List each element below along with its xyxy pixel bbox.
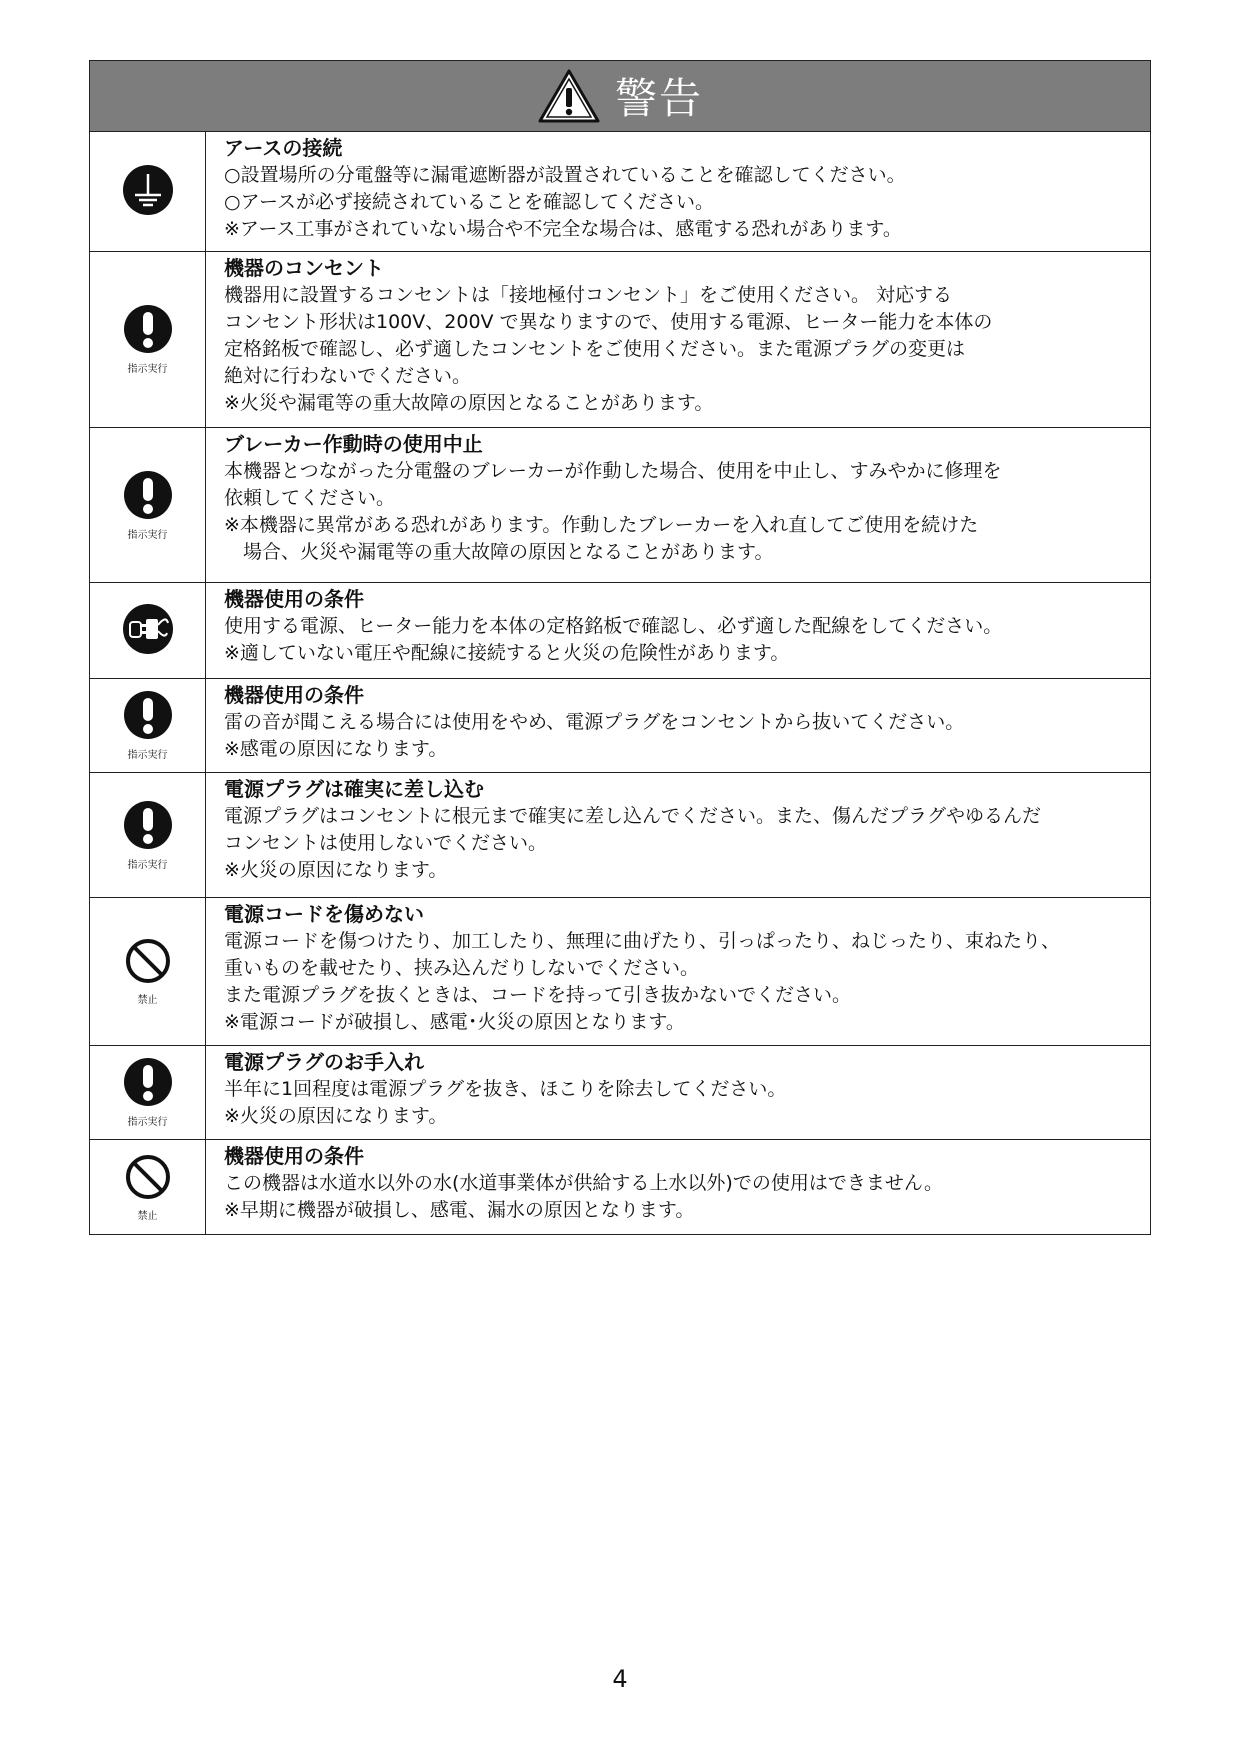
- row-title: 機器使用の条件: [224, 587, 364, 611]
- exclamation-icon: [123, 1057, 173, 1111]
- row-text-line: 重いものを載せたり、挟み込んだりしないでください。: [224, 957, 700, 979]
- row-icon-cell: [90, 583, 206, 678]
- icon-label: 指示実行: [127, 1117, 168, 1128]
- warning-row: [90, 428, 1150, 583]
- earth-ground-icon: [122, 164, 174, 220]
- row-text-cell: [206, 252, 1150, 427]
- exclamation-icon: [123, 800, 173, 854]
- row-title: 機器使用の条件: [224, 1144, 364, 1168]
- row-icon-cell: [90, 1046, 206, 1139]
- row-title: 電源コードを傷めない: [224, 902, 424, 926]
- warning-row: [90, 898, 1150, 1046]
- warning-row: [90, 679, 1150, 773]
- prohibited-icon: [124, 1153, 172, 1205]
- icon-label: 禁止: [137, 995, 158, 1006]
- row-icon-cell: [90, 773, 206, 897]
- row-text-line: 半年に1回程度は電源プラグを抜き、ほこりを除去してください。: [224, 1078, 787, 1100]
- warning-rows: [90, 132, 1150, 1234]
- row-icon-cell: [90, 679, 206, 772]
- row-text-line: コンセントは使用しないでください。: [224, 832, 548, 854]
- warning-row: [90, 1046, 1150, 1140]
- warning-table: [89, 60, 1151, 1235]
- warning-header: [90, 61, 1150, 132]
- row-text-cell: [206, 773, 1150, 897]
- row-text-line: ※本機器に異常がある恐れがあります。作動したブレーカーを入れ直してご使用を続けた: [224, 514, 979, 536]
- row-title: 電源プラグのお手入れ: [224, 1050, 424, 1074]
- row-text-line: 本機器とつながった分電盤のブレーカーが作動した場合、使用を中止し、すみやかに修理を: [224, 460, 1002, 482]
- warning-row: [90, 1140, 1150, 1234]
- warning-row: [90, 132, 1150, 252]
- exclamation-icon: [123, 690, 173, 744]
- row-text-line: ※適していない電圧や配線に接続すると火災の危険性があります。: [224, 642, 790, 664]
- exclamation-icon: [123, 470, 173, 524]
- unplug-icon: [122, 603, 174, 659]
- row-text-line: ※感電の原因になります。: [224, 738, 448, 760]
- row-text-cell: [206, 1046, 1150, 1139]
- page-number: 4: [612, 1665, 628, 1693]
- row-icon-cell: [90, 428, 206, 582]
- row-text-line: 絶対に行わないでください。: [224, 365, 472, 387]
- row-text-cell: [206, 583, 1150, 678]
- icon-label: 指示実行: [127, 750, 168, 761]
- row-text-cell: [206, 1140, 1150, 1234]
- warning-triangle-icon: [537, 68, 601, 124]
- row-title: 機器のコンセント: [224, 256, 384, 280]
- row-text-line: ○設置場所の分電盤等に漏電遮断器が設置されていることを確認してください。: [224, 164, 906, 186]
- row-icon-cell: [90, 252, 206, 427]
- row-text-line: ※早期に機器が破損し、感電、漏水の原因となります。: [224, 1199, 695, 1221]
- row-text-line: 電源プラグはコンセントに根元まで確実に差し込んでください。また、傷んだプラグやゆるんだ: [224, 805, 1042, 827]
- warning-row: [90, 773, 1150, 898]
- icon-label: 指示実行: [127, 529, 168, 541]
- row-title: 機器使用の条件: [224, 683, 364, 707]
- row-text-line: 電源コードを傷つけたり、加工したり、無理に曲げたり、引っぱったり、ねじったり、束ねたり、: [224, 930, 1061, 952]
- row-text-cell: [206, 428, 1150, 582]
- row-text-cell: [206, 679, 1150, 772]
- row-text-line: この機器は水道水以外の水(水道事業体が供給する上水以外)での使用はできません。: [224, 1172, 943, 1194]
- exclamation-icon: [123, 304, 173, 358]
- row-text-line: 機器用に設置するコンセントは「接地極付コンセント」をご使用ください。 対応する: [224, 284, 953, 306]
- row-icon-cell: [90, 132, 206, 251]
- row-icon-cell: [90, 1140, 206, 1234]
- warning-title: 警告: [614, 74, 703, 123]
- row-title: 電源プラグは確実に差し込む: [224, 777, 484, 801]
- row-text-line: 定格銘板で確認し、必ず適したコンセントをご使用ください。また電源プラグの変更は: [224, 338, 966, 360]
- row-text-line: 場合、火災や漏電等の重大故障の原因となることがあります。: [224, 541, 774, 563]
- row-text-cell: [206, 898, 1150, 1045]
- warning-row: [90, 252, 1150, 428]
- row-text-line: ※火災や漏電等の重大故障の原因となることがあります。: [224, 392, 714, 414]
- icon-label: 禁止: [137, 1210, 158, 1222]
- warning-row: [90, 583, 1150, 679]
- row-text-cell: [206, 132, 1150, 251]
- row-text-line: 使用する電源、ヒーター能力を本体の定格銘板で確認し、必ず適した配線をしてください。: [224, 615, 1003, 637]
- prohibited-icon: [124, 937, 172, 989]
- row-title: ブレーカー作動時の使用中止: [224, 432, 483, 456]
- row-text-line: 雷の音が聞こえる場合には使用をやめ、電源プラグをコンセントから抜いてください。: [224, 711, 965, 733]
- row-text-line: ※電源コードが破損し、感電･火災の原因となります。: [224, 1011, 685, 1033]
- row-text-line: 依頼してください。: [224, 487, 396, 509]
- row-text-line: ※火災の原因になります。: [224, 1105, 448, 1127]
- row-title: アースの接続: [224, 136, 343, 160]
- icon-label: 指示実行: [127, 364, 168, 375]
- row-icon-cell: [90, 898, 206, 1045]
- row-text-line: ※アース工事がされていない場合や不完全な場合は、感電する恐れがあります。: [224, 218, 902, 240]
- row-text-line: ○アースが必ず接続されていることを確認してください。: [224, 191, 715, 213]
- icon-label: 指示実行: [127, 859, 168, 871]
- row-text-line: コンセント形状は100V、200V で異なりますので、使用する電源、ヒーター能力を本体の: [224, 311, 993, 333]
- row-text-line: また電源プラグを抜くときは、コードを持って引き抜かないでください。: [224, 984, 852, 1006]
- row-text-line: ※火災の原因になります。: [224, 859, 448, 881]
